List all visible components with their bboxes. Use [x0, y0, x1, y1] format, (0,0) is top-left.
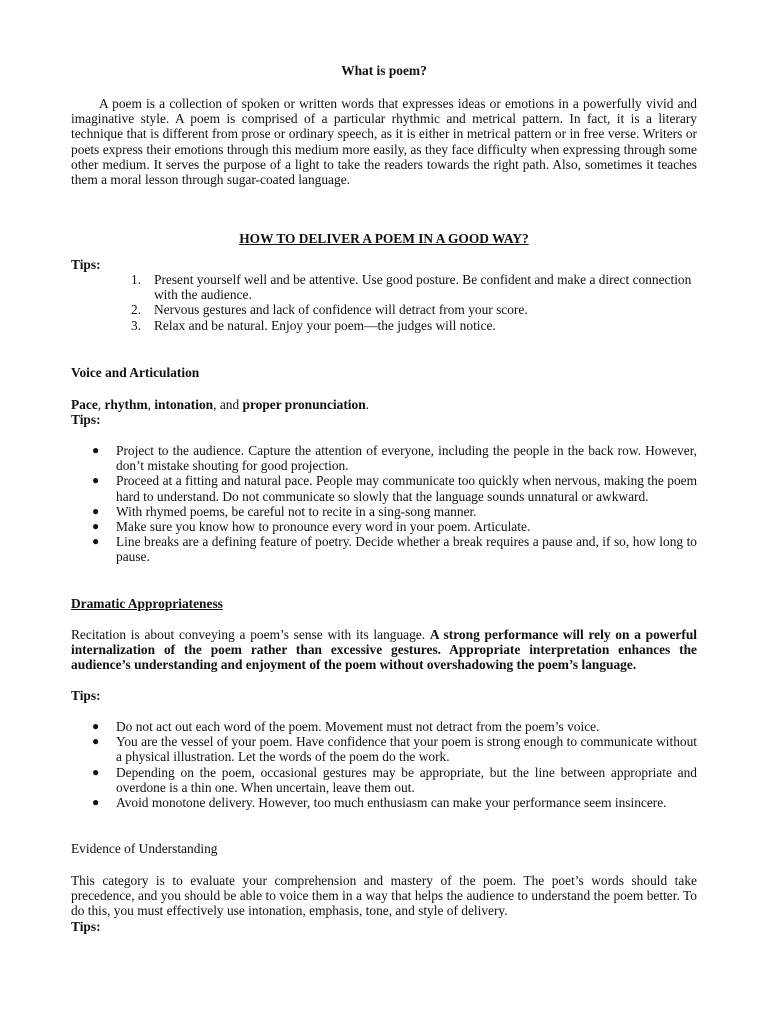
list-item: ● Make sure you know how to pronounce every word in your poem. Articulate.	[92, 519, 531, 535]
voice-subtitle: Pace, rhythm, intonation, and proper pronunciation.	[71, 397, 370, 412]
list-item: ● Do not act out each word of the poem. Movement must not detract from the poem’s voice.	[92, 719, 600, 734]
bullet-icon: ●	[92, 764, 100, 779]
list-item: ● With rhymed poems, be careful not to recite in a sing-song manner.	[92, 503, 477, 519]
list-item: ● Project to the audience. Capture the attention of everyone, including the people in the back row. However, don’t mistake shouting for good projection.	[92, 443, 697, 474]
bullet-icon: ●	[92, 719, 100, 733]
list-item: ● Proceed at a fitting and natural pace. People may communicate too quickly when nervous, making the poem hard to understand. Do not communicate so slowly that the language sounds unnatural or awkward.	[92, 473, 697, 504]
dramatic-tips-label: Tips:	[71, 688, 101, 703]
bullet-icon: ●	[92, 443, 100, 457]
voice-heading: Voice and Articulation	[71, 365, 200, 380]
dramatic-heading: Dramatic Appropriateness	[71, 596, 223, 611]
bullet-icon: ●	[92, 503, 100, 518]
dramatic-paragraph: Recitation is about conveying a poem’s sense with its language. A strong performance will rely on a powerful internalization of the poem rather than excessive gestures. Appropriate interpretation enhances the audience’s understanding and enjoyment of the poem without overshadowing the poem’s language.	[71, 627, 697, 673]
list-item: 2. Nervous gestures and lack of confidence will detract from your score.	[131, 302, 528, 318]
list-item: ● You are the vessel of your poem. Have confidence that your poem is strong enough to communicate without a physical illustration. Let the words of the poem do the work.	[92, 734, 697, 765]
list-item: ● Line breaks are a defining feature of poetry. Decide whether a break requires a pause and, if so, how long to pause.	[92, 534, 697, 565]
bullet-icon: ●	[92, 473, 100, 488]
evidence-tips-label: Tips:	[71, 919, 101, 934]
bullet-icon: ●	[92, 534, 100, 549]
list-item: 1. Present yourself well and be attentive. Use good posture. Be confident and make a direct connection with the audience.	[131, 272, 692, 303]
deliver-heading: HOW TO DELIVER A POEM IN A GOOD WAY?	[239, 231, 529, 246]
evidence-paragraph: This category is to evaluate your comprehension and mastery of the poem. The poet’s words should take precedence, and you should be able to voice them in a way that helps the audience to understand the poem better. To do this, you must effectively use intonation, emphasis, tone, and style of delivery.	[71, 873, 697, 919]
voice-tips-list	[71, 443, 697, 565]
bullet-icon: ●	[92, 734, 100, 749]
list-item: ● Avoid monotone delivery. However, too much enthusiasm can make your performance seem insincere.	[92, 795, 667, 811]
deliver-tips-label: Tips:	[71, 257, 101, 272]
deliver-tips-list	[71, 272, 697, 333]
list-item: ● Depending on the poem, occasional gestures may be appropriate, but the line between appropriate and overdone is a thin one. When uncertain, leave them out.	[92, 764, 697, 795]
voice-tips-label: Tips:	[71, 412, 101, 427]
dramatic-tips-list	[71, 719, 697, 810]
evidence-heading: Evidence of Understanding	[71, 841, 218, 856]
list-item: 3. Relax and be natural. Enjoy your poem—the judges will notice.	[131, 317, 496, 333]
intro-paragraph: A poem is a collection of spoken or written words that expresses ideas or emotions in a powerfully vivid and imaginative style. A poem is comprised of a particular rhythmic and metrical pattern. In fact, it is a literary technique that is different from prose or ordinary speech, as it is either in metrical pattern or in free verse. Writers or poets express their emotions through this medium more easily, as they face difficulty when expressing through some other medium. It serves the purpose of a light to take the readers towards the right path. Also, sometimes it teaches them a moral lesson through sugar-coated language.	[71, 96, 697, 188]
bullet-icon: ●	[92, 795, 100, 810]
page-title: What is poem?	[341, 63, 427, 78]
bullet-icon: ●	[92, 519, 100, 534]
